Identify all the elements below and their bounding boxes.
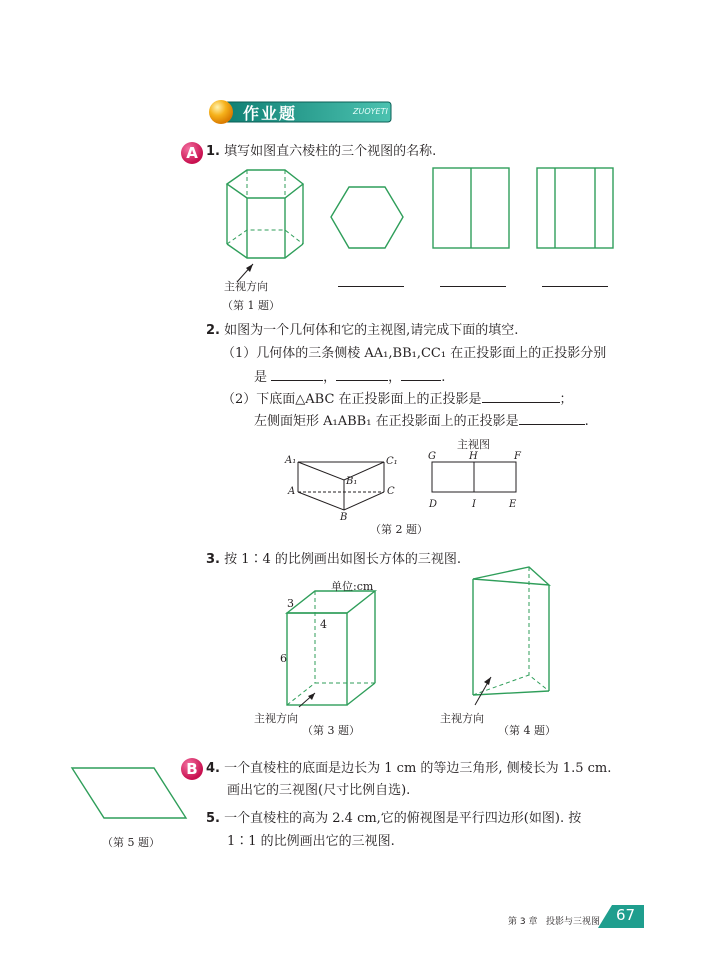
q2-line [206, 322, 518, 340]
hexagonal-prism-figure [227, 170, 303, 258]
q5-line2: 1∶1 的比例画出它的三视图. [227, 834, 395, 849]
q2-number: 2. [206, 323, 220, 338]
q2-part3-end: . [584, 414, 589, 429]
q3-number: 3. [206, 552, 220, 567]
q2-caption: （第 2 题） [370, 523, 428, 536]
q2-blank-a1abb1[interactable] [519, 411, 585, 425]
banner-title: 作业题 [243, 104, 298, 123]
q2-blank-aa1[interactable] [271, 367, 323, 381]
q5-text-1: 一个直棱柱的高为 2.4 cm,它的俯视图是平行四边形(如图). 按 [224, 811, 582, 826]
q2-blank-cc1[interactable] [401, 367, 441, 381]
q2-sep-2: ， [388, 370, 402, 385]
q1-caption: （第 1 题） [222, 299, 280, 312]
q2-part1-line2 [254, 367, 445, 387]
q2-part3 [254, 411, 589, 431]
q1-arrow-label: 主视方向 [224, 280, 268, 293]
q5-caption: （第 5 题） [102, 836, 160, 849]
triangular-prism-figure [298, 462, 384, 510]
section-a-badge: A [181, 142, 203, 164]
q2-text: 如图为一个几何体和它的主视图,请完成下面的填空. [224, 323, 519, 338]
q2-label-c: C [387, 486, 395, 497]
q5-line1 [206, 810, 581, 828]
orb-icon [209, 100, 233, 124]
q2-part1-line1: （1）几何体的三条侧棱 AA₁,BB₁,CC₁ 在正投影面上的正投影分别 [222, 346, 607, 361]
q1-number: 1. [206, 144, 220, 159]
q2-label-a: A [288, 486, 296, 497]
q3-dim-3: 3 [287, 597, 294, 610]
q4-number: 4. [206, 761, 220, 776]
q1-blank-3[interactable] [542, 272, 608, 287]
banner-subtitle: ZUOYETI [353, 107, 388, 116]
q2-part2-text: （2）下底面△ABC 在正投影面上的正投影是 [222, 392, 482, 407]
q3-dim-4: 4 [320, 618, 327, 631]
q2-view-title: 主视图 [457, 438, 490, 451]
footer-chapter: 第 3 章 投影与三视图 [508, 917, 601, 927]
q1-blank-1[interactable] [338, 272, 404, 287]
q5-number: 5. [206, 811, 220, 826]
q3-unit: 单位:cm [331, 580, 374, 593]
q2-label-c1: C₁ [386, 456, 398, 467]
q2-sep-1: ， [323, 370, 337, 385]
rect-view-three-panel [537, 168, 613, 248]
q4-text-1: 一个直棱柱的底面是边长为 1 cm 的等边三角形, 侧棱长为 1.5 cm. [224, 761, 612, 776]
q1-line [206, 143, 436, 161]
q3-text: 按 1∶4 的比例画出如图长方体的三视图. [224, 552, 462, 567]
q3-dim-6: 6 [280, 652, 287, 665]
q2-part3-text: 左侧面矩形 A₁ABB₁ 在正投影面上的正投影是 [254, 414, 519, 429]
homework-banner [205, 99, 395, 125]
triangular-prism-tall-figure [473, 567, 549, 695]
q3-caption: （第 3 题） [302, 724, 360, 737]
q2-part1-is: 是 [254, 370, 268, 385]
q1-blank-2[interactable] [440, 272, 506, 287]
q2-part2-end: ； [559, 392, 573, 407]
q2-blank-bb1[interactable] [336, 367, 388, 381]
q2-label-b1: B₁ [346, 476, 358, 487]
q2-label-i: I [472, 499, 476, 510]
q2-label-b: B [340, 512, 348, 523]
q2-label-g: G [428, 451, 436, 462]
q4-line1 [206, 760, 611, 778]
q2-label-h: H [469, 451, 478, 462]
q1-text: 填写如图直六棱柱的三个视图的名称. [224, 144, 437, 159]
q2-label-e: E [509, 499, 517, 510]
page-number: 67 [616, 906, 636, 924]
q4-line2: 画出它的三视图(尺寸比例自选). [227, 783, 411, 798]
q2-part1-end: . [441, 370, 446, 385]
q2-label-a1: A₁ [285, 455, 297, 466]
q5-parallelogram-figure [68, 762, 192, 824]
q3-q4-figures [255, 565, 575, 715]
q2-label-d: D [429, 499, 438, 510]
q4-arrow-label: 主视方向 [440, 712, 484, 725]
hexagon-view [331, 187, 403, 248]
q2-blank-abc[interactable] [482, 389, 560, 403]
q3-arrow-label: 主视方向 [254, 712, 298, 725]
q2-part2 [222, 389, 573, 409]
q4-caption: （第 4 题） [498, 724, 556, 737]
cuboid-figure [287, 591, 375, 705]
q2-label-f: F [514, 451, 521, 462]
section-b-badge: B [181, 758, 203, 780]
